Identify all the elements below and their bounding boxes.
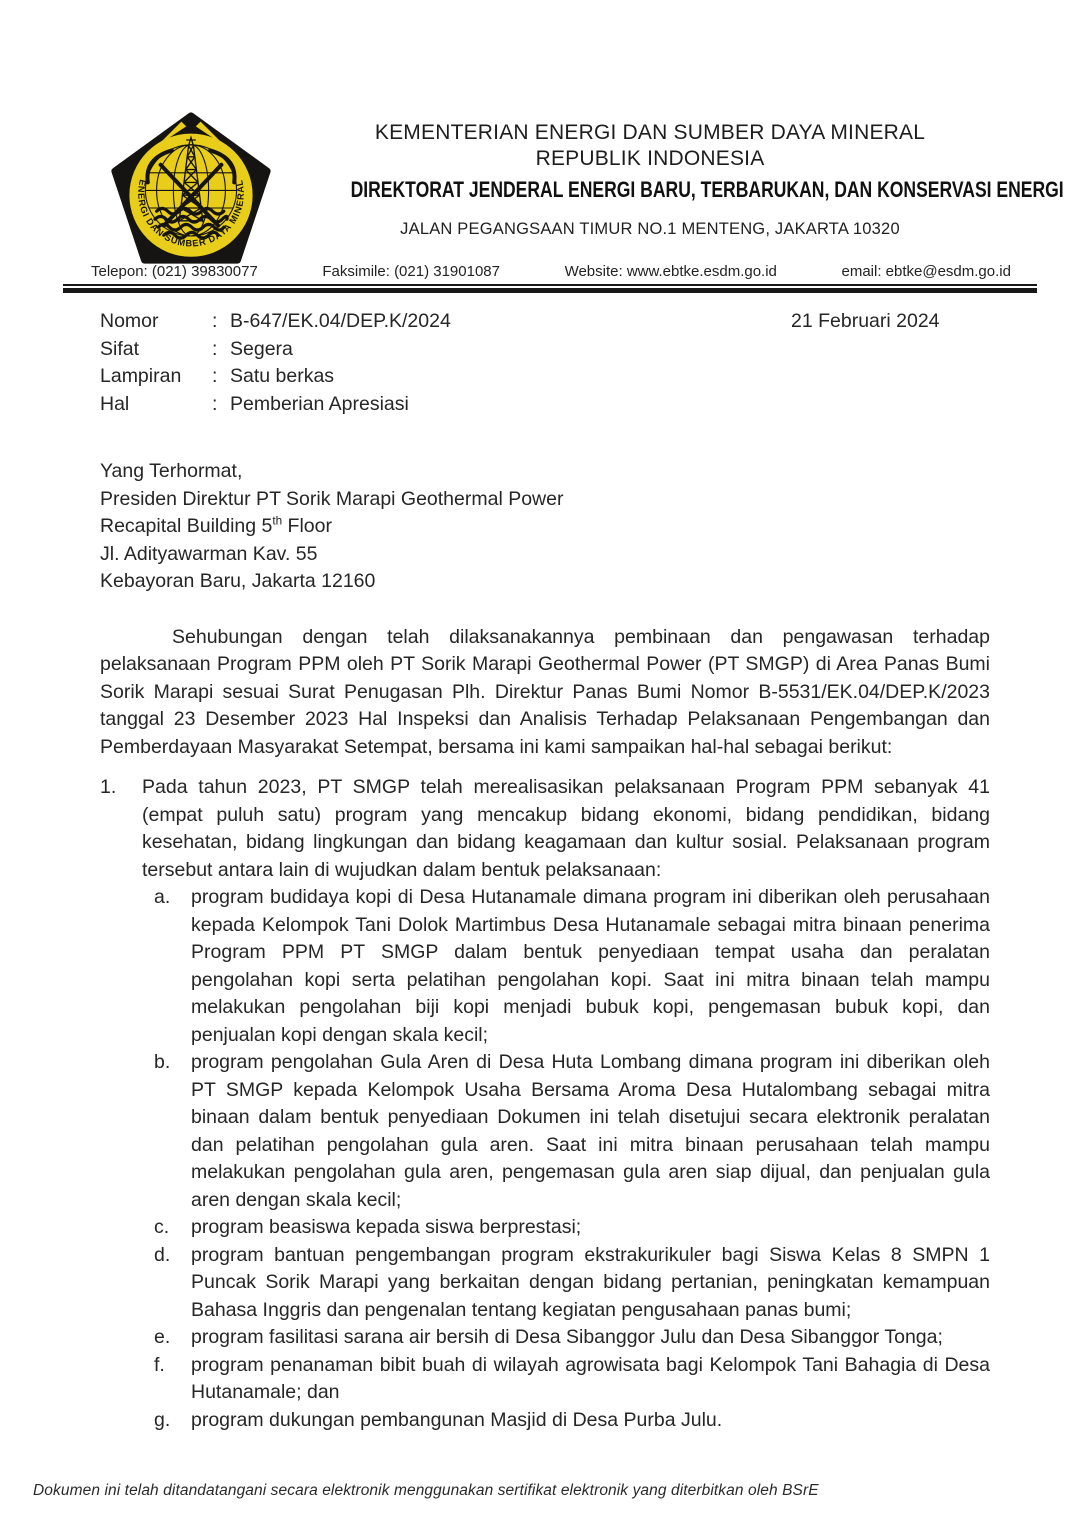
letterhead-text: [250, 120, 1064, 239]
meta-row: [100, 336, 990, 364]
directorate-name: DIREKTORAT JENDERAL ENERGI BARU, TERBARUKAN, DAN KONSERVASI ENERGI: [350, 177, 1064, 202]
meta-value: B-647/EK.04/DEP.K/2024: [230, 310, 451, 332]
meta-label: Nomor: [100, 310, 159, 332]
recipient-salutation: Yang Terhormat,: [100, 460, 243, 482]
contact-item: Faksimile: (021) 31901087: [322, 263, 500, 280]
meta-label: Sifat: [100, 337, 140, 360]
list-item: [100, 774, 990, 1434]
letter-date: 21 Februari 2024: [791, 310, 940, 332]
contact-item: Telepon: (021) 39830077: [91, 263, 258, 280]
sublist-item-text: program penanaman bibit buah di wilayah agrowisata bagi Kelompok Tani Bahagia di Desa Hutanamale; dan: [191, 1353, 990, 1403]
sublist-item: [154, 1407, 990, 1435]
logo-circular-text: ENERGI DAN SUMBER DAYA MINERAL: [136, 178, 246, 249]
ordinal-suffix: th: [272, 514, 283, 528]
meta-row: [100, 363, 990, 391]
sublist-item-letter: g.: [154, 1408, 171, 1431]
meta-value: Segera: [230, 337, 293, 360]
sublist-item-text: program beasiswa kepada siswa berprestasi;: [191, 1216, 582, 1238]
sublist-item-letter: f.: [154, 1353, 165, 1376]
meta-value: Satu berkas: [230, 365, 335, 387]
sublist-item-letter: c.: [154, 1216, 170, 1238]
contact-item: email: ebtke@esdm.go.id: [841, 263, 1011, 280]
meta-colon: :: [212, 310, 218, 332]
sublist-item: [154, 1214, 990, 1242]
sublist-item: [154, 1049, 990, 1214]
ministry-logo: [110, 112, 272, 264]
numbered-list: [100, 774, 990, 1434]
list-item-text: Pada tahun 2023, PT SMGP telah merealisasikan pelaksanaan Program PPM sebanyak 41 (empat puluh satu) program yang mencakup bidang ekonomi, bidang pendidikan, bidang kesehatan, bidang lingkungan dan bidang keagamaan dan kultur sosial. Pelaksanaan program tersebut antara lain di wujudkan dalam bentuk pelaksanaan:: [142, 776, 990, 881]
sublist-item: [154, 1324, 990, 1352]
contact-row: [63, 263, 1037, 280]
meta-colon: :: [212, 337, 218, 360]
meta-value: Pemberian Apresiasi: [230, 392, 409, 415]
republic-name: REPUBLIK INDONESIA: [535, 147, 765, 170]
sublist-item-text: program fasilitasi sarana air bersih di Desa Sibanggor Julu dan Desa Sibanggor Tonga;: [191, 1326, 943, 1348]
ministry-name: KEMENTERIAN ENERGI DAN SUMBER DAYA MINERAL: [374, 121, 926, 144]
meta-label: Hal: [100, 392, 130, 415]
sublist-item: [154, 1352, 990, 1407]
sublist-item: [154, 1242, 990, 1325]
meta-colon: :: [212, 392, 218, 415]
recipient-address-line1: Recapital Building 5th Floor: [100, 514, 332, 537]
sublist-item: [154, 884, 990, 1049]
list-item-number: 1.: [100, 776, 117, 798]
sublist-item-letter: e.: [154, 1326, 171, 1348]
contact-item: Website: www.ebtke.esdm.go.id: [564, 263, 777, 280]
footer-note: Dokumen ini telah ditandatangani secara elektronik menggunakan sertifikat elektronik yang diterbitkan oleh BSrE: [33, 1482, 819, 1499]
opening-paragraph: Sehubungan dengan telah dilaksanakannya pembinaan dan pengawasan terhadap pelaksanaan Program PPM oleh PT Sorik Marapi Geothermal Power (PT SMGP) di Area Panas Bumi Sorik Marapi sesuai Surat Penugasan Plh. Direktur Panas Bumi Nomor B-5531/EK.04/DEP.K/2023 tanggal 23 Desember 2023 Hal Inspeksi dan Analisis Terhadap Pelaksanaan Pengembangan dan Pemberdayaan Masyarakat Setempat, bersama ini kami sampaikan hal-hal sebagai berikut:: [100, 625, 990, 758]
sublist-item-letter: d.: [154, 1243, 171, 1266]
meta-row: [100, 391, 990, 419]
letter-meta: [100, 308, 990, 418]
meta-colon: :: [212, 365, 218, 387]
sublist-item-text: program pengolahan Gula Aren di Desa Huta Lombang dimana program ini diberikan oleh PT SMGP kepada Kelompok Usaha Bersama Aroma Desa Hutalombang sebagai mitra binaan dalam bentuk penyediaan Dokumen ini telah disetujui secara elektronik peralatan dan pelatihan pengolahan gula aren. Saat ini mitra binaan perusahaan telah mampu melakukan pengolahan gula aren, pengemasan gula aren siap dijual, dan penjualan gula aren dengan skala kecil;: [191, 1051, 990, 1211]
sublist-item-letter: b.: [154, 1051, 171, 1073]
recipient-block: [100, 458, 990, 596]
letterhead-divider: [63, 284, 1037, 293]
recipient-address-line2: Jl. Adityawarman Kav. 55: [100, 542, 318, 565]
recipient-address-line3: Kebayoran Baru, Jakarta 12160: [100, 570, 376, 592]
sublist-item-text: program bantuan pengembangan program ekstrakurikuler bagi Siswa Kelas 8 SMPN 1 Puncak Sorik Marapi yang berkaitan dengan bidang pertanian, peningkatan kemampuan Bahasa Inggris dan pengenalan tentang kegiatan pengusahaan panas bumi;: [191, 1243, 990, 1321]
sublist-item-letter: a.: [154, 886, 171, 908]
sublist-item-text: program budidaya kopi di Desa Hutanamale dimana program ini diberikan oleh perusahaan kepada Kelompok Tani Dolok Martimbus Desa Hutanamale sebagai mitra binaan penerima Program PPM PT SMGP dalam bentuk penyediaan tempat usaha dan peralatan pengolahan kopi serta pelatihan pengolahan kopi. Saat ini mitra binaan telah mampu melakukan pengolahan biji kopi menjadi bubuk kopi, pengemasan bubuk kopi, dan penjualan kopi dengan skala kecil;: [191, 886, 990, 1046]
letter-body: [0, 300, 1080, 1434]
lettered-sublist: [142, 884, 990, 1434]
meta-label: Lampiran: [100, 365, 182, 387]
recipient-name: Presiden Direktur PT Sorik Marapi Geothermal Power: [100, 487, 564, 510]
sublist-item-text: program dukungan pembangunan Masjid di Desa Purba Julu.: [191, 1408, 723, 1431]
office-address: JALAN PEGANGSAAN TIMUR NO.1 MENTENG, JAKARTA 10320: [400, 220, 900, 238]
